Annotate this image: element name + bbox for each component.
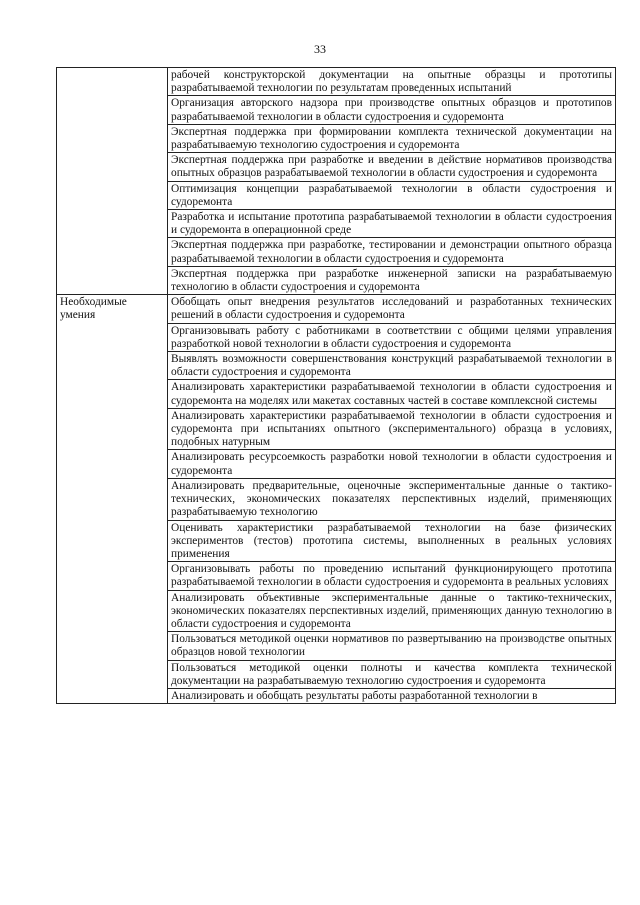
table-cell: Оценивать характеристики разрабатываемой технологии на базе физических экспериментов (тестов) прототипа системы, выполненных в реальных условиях применения xyxy=(168,520,616,562)
table-cell: Организовывать работу с работниками в соответствии с общими целями управления разработкой новой технологии в области судостроения и судоремонта xyxy=(168,323,616,351)
table-cell: Организовывать работы по проведению испытаний функционирующего прототипа разрабатываемой технологии в области судостроения и судоремонта в реальных условиях xyxy=(168,562,616,590)
table-cell: Экспертная поддержка при разработке, тестировании и демонстрации опытного образца разрабатываемой технологии в области судостроения и судоремонта xyxy=(168,238,616,266)
row-label-empty xyxy=(57,68,168,295)
table-cell: Организация авторского надзора при производстве опытных образцов и прототипов разрабатываемой технологии в области судостроения и судоремонта xyxy=(168,96,616,124)
table-cell: Анализировать характеристики разрабатываемой технологии в области судостроения и судоремонта при испытаниях опытного (экспериментального) образца в условиях, подобных натурным xyxy=(168,408,616,450)
row-label-skills: Необходимые умения xyxy=(57,295,168,704)
table-cell: Анализировать характеристики разрабатываемой технологии в области судостроения и судоремонта на моделях или макетах составных частей в составе комплексной системы xyxy=(168,380,616,408)
competency-table xyxy=(56,67,616,704)
table-cell: рабочей конструкторской документации на опытные образцы и прототипы разрабатываемой технологии по результатам проведенных испытаний xyxy=(168,68,616,96)
table-cell: Экспертная поддержка при разработке инженерной записки на разрабатываемую технологию в области судостроения и судоремонта xyxy=(168,266,616,294)
page-number: 33 xyxy=(314,42,326,56)
table-cell: Выявлять возможности совершенствования конструкций разрабатываемой технологии в области судостроения и судоремонта xyxy=(168,352,616,380)
table-cell: Экспертная поддержка при разработке и введении в действие нормативов производства опытных образцов разрабатываемой технологии в области судостроения и судоремонта xyxy=(168,153,616,181)
table-cell: Анализировать и обобщать результаты работы разработанной технологии в xyxy=(168,688,616,703)
table-cell: Оптимизация концепции разрабатываемой технологии в области судостроения и судоремонта xyxy=(168,181,616,209)
table-cell: Анализировать предварительные, оценочные экспериментальные данные о тактико-технических, экономических показателях перспективных изделий, применяющих разрабатываемую технологию xyxy=(168,478,616,520)
table-cell: Анализировать ресурсоемкость разработки новой технологии в области судостроения и судоремонта xyxy=(168,450,616,478)
table-cell: Пользоваться методикой оценки полноты и качества комплекта технической документации на разрабатываемую технологию судостроения и судоремонта xyxy=(168,660,616,688)
table-cell: Обобщать опыт внедрения результатов исследований и разработанных технических решений в области судостроения и судоремонта xyxy=(168,295,616,323)
table-cell: Экспертная поддержка при формировании комплекта технической документации на разрабатываемую технологию судостроения и судоремонта xyxy=(168,124,616,152)
table-cell: Анализировать объективные экспериментальные данные о тактико-технических, экономических показателях перспективных изделий, применяющих данную технологию в области судостроения и судоремонта xyxy=(168,590,616,632)
table-cell: Пользоваться методикой оценки нормативов по развертыванию на производстве опытных образцов новой технологии xyxy=(168,632,616,660)
table-cell: Разработка и испытание прототипа разрабатываемой технологии в области судостроения и судоремонта в операционной среде xyxy=(168,210,616,238)
